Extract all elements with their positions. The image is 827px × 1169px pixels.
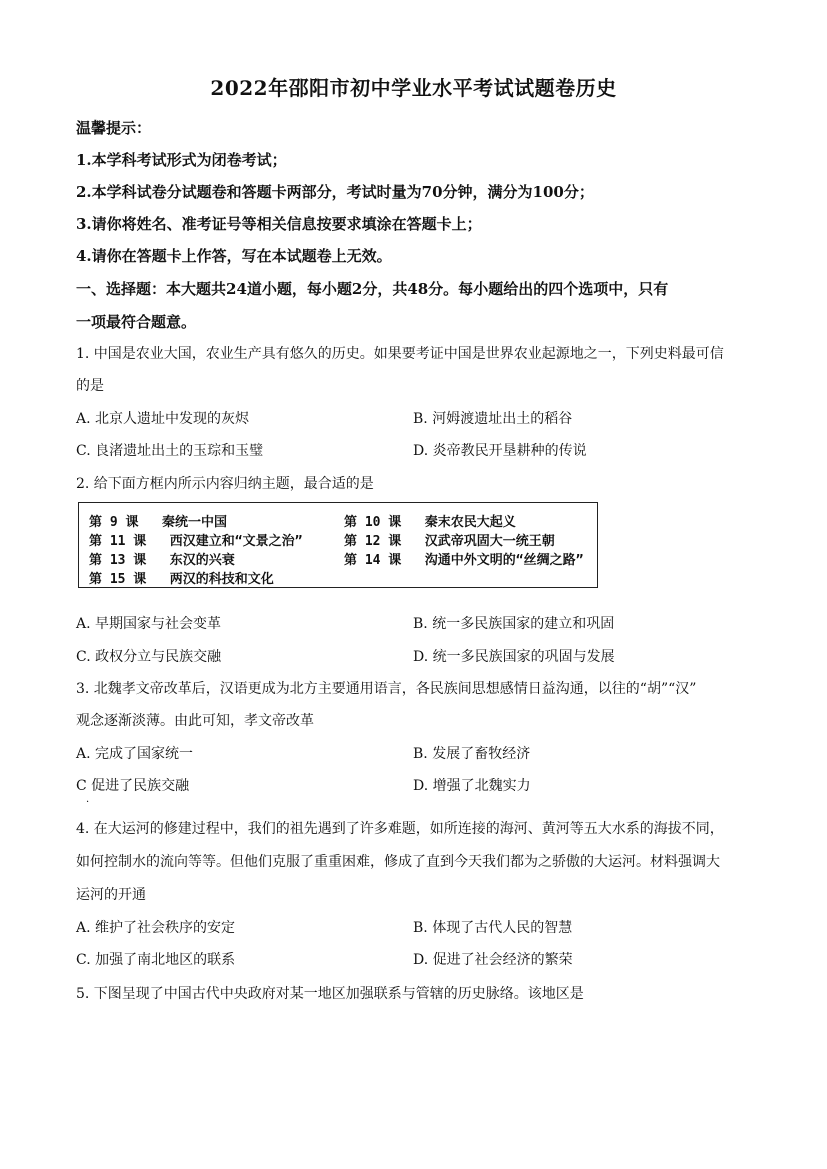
lesson-title: 两汉的科技和文化 (169, 572, 274, 587)
question-1-text-cont: 的是 (76, 378, 104, 394)
question-2-option-a: A. 早期国家与社会变革 (76, 616, 222, 632)
question-4-option-a: A. 维护了社会秩序的安定 (76, 920, 236, 936)
stray-dot: · (86, 797, 90, 808)
question-4-option-d: D. 促进了社会经济的繁荣 (413, 952, 573, 968)
lesson-item (344, 511, 516, 530)
lesson-item (89, 568, 274, 587)
lesson-number: 第 10 课 (344, 515, 402, 530)
lesson-item (344, 530, 555, 549)
question-4-text-cont: 如何控制水的流向等等。但他们克服了重重困难，修成了直到今天我们都为之骄傲的大运河。材料强调大 (76, 854, 720, 870)
lesson-item (89, 511, 227, 530)
question-4-option-c: C. 加强了南北地区的联系 (76, 952, 236, 968)
question-2-text: 2. 给下面方框内所示内容归纳主题，最合适的是 (76, 476, 374, 492)
lesson-number: 第 13 课 (89, 553, 147, 568)
lesson-title: 西汉建立和“文景之治” (169, 534, 303, 549)
lesson-title: 东汉的兴衰 (169, 553, 235, 568)
question-3-option-b: B. 发展了畜牧经济 (413, 746, 531, 762)
notice-item: 3.请你将姓名、准考证号等相关信息按要求填涂在答题卡上； (76, 215, 482, 233)
lesson-title: 秦末农民大起义 (424, 515, 516, 530)
lesson-number: 第 9 课 (89, 515, 139, 530)
question-3-option-a: A. 完成了国家统一 (76, 746, 194, 762)
question-4-text: 4. 在大运河的修建过程中，我们的祖先遇到了许多难题，如所连接的海河、黄河等五大水系的海拔不同， (76, 821, 724, 837)
question-3-option-c: C 促进了民族交融 (76, 778, 190, 794)
question-2-option-d: D. 统一多民族国家的巩固与发展 (413, 649, 615, 665)
lesson-number: 第 11 课 (89, 534, 147, 549)
question-1-option-c: C. 良渚遗址出土的玉琮和玉璧 (76, 443, 264, 459)
notice-item: 4.请你在答题卡上作答，写在本试题卷上无效。 (76, 247, 392, 265)
notice-item: 2.本学科试卷分试题卷和答题卡两部分，考试时量为70分钟，满分为100分； (76, 183, 594, 201)
lesson-title: 沟通中外文明的“丝绸之路” (424, 553, 584, 568)
section-heading: 一、选择题：本大题共24道小题，每小题2分，共48分。每小题给出的四个选项中，只有 (76, 280, 669, 298)
lesson-number: 第 15 课 (89, 572, 147, 587)
lesson-item (89, 549, 235, 568)
question-4-text-cont: 运河的开通 (76, 887, 146, 903)
question-3-option-d: D. 增强了北魏实力 (413, 778, 531, 794)
lesson-item (89, 530, 302, 549)
lesson-item (344, 549, 583, 568)
notice-item: 1.本学科考试形式为闭卷考试； (76, 151, 287, 169)
lesson-box (78, 502, 598, 588)
question-1-option-b: B. 河姆渡遗址出土的稻谷 (413, 411, 573, 427)
lesson-title: 秦统一中国 (161, 515, 227, 530)
notice-heading: 温馨提示： (76, 119, 152, 137)
question-4-option-b: B. 体现了古代人民的智慧 (413, 920, 573, 936)
section-heading-cont: 一项最符合题意。 (76, 313, 197, 331)
exam-title: 2022年邵阳市初中学业水平考试试题卷历史 (210, 76, 617, 100)
question-3-text-cont: 观念逐渐淡薄。由此可知，孝文帝改革 (76, 713, 314, 729)
question-1-text: 1. 中国是农业大国，农业生产具有悠久的历史。如果要考证中国是世界农业起源地之一，下列史料最可信 (76, 346, 724, 362)
lesson-number: 第 12 课 (344, 534, 402, 549)
lesson-number: 第 14 课 (344, 553, 402, 568)
question-1-option-d: D. 炎帝教民开垦耕种的传说 (413, 443, 587, 459)
question-2-option-b: B. 统一多民族国家的建立和巩固 (413, 616, 615, 632)
question-2-option-c: C. 政权分立与民族交融 (76, 649, 222, 665)
question-1-option-a: A. 北京人遗址中发现的灰烬 (76, 411, 250, 427)
lesson-title: 汉武帝巩固大一统王朝 (424, 534, 555, 549)
question-5-text: 5. 下图呈现了中国古代中央政府对某一地区加强联系与管辖的历史脉络。该地区是 (76, 986, 584, 1002)
question-3-text: 3. 北魏孝文帝改革后，汉语更成为北方主要通用语言，各民族间思想感情日益沟通，以往的“胡”“汉” (76, 681, 697, 697)
